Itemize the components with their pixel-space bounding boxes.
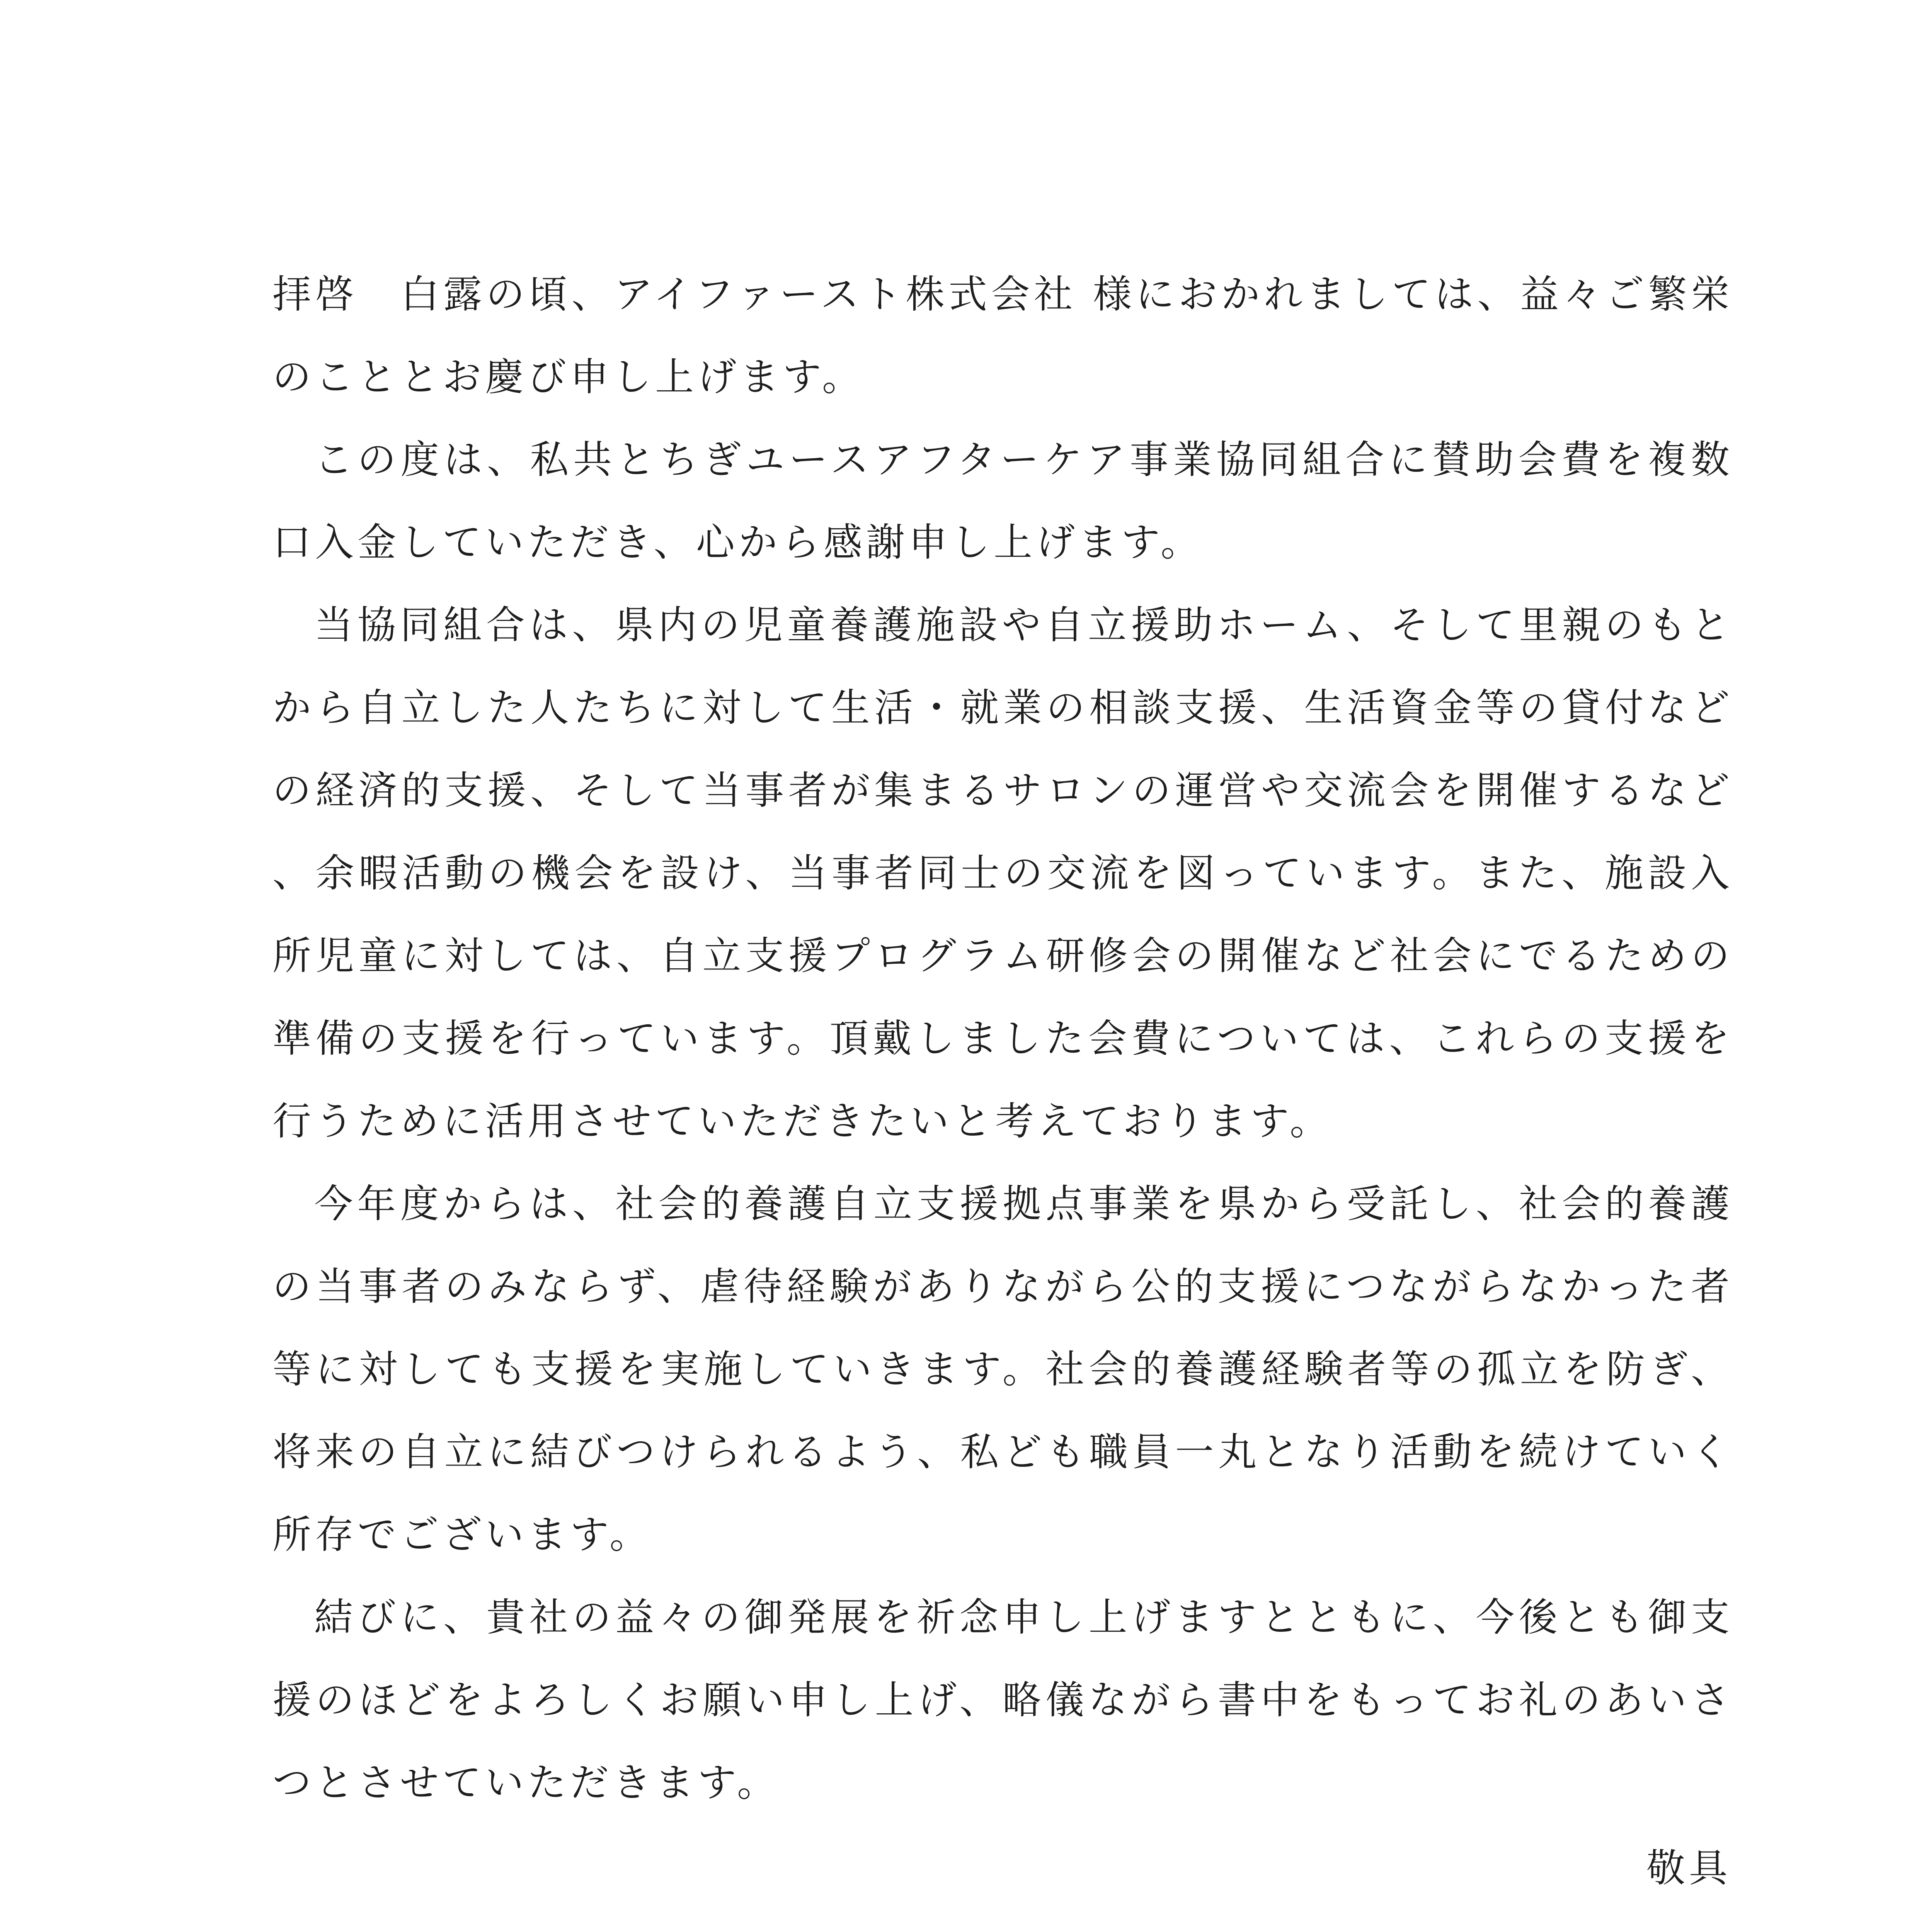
- closing-phrase: 敬具: [1646, 1845, 1731, 1891]
- paragraph-conclusion: 結びに、貴社の益々の御発展を祈念申し上げますとともに、今後とも御支援のほどをよろしくお願い申し上げ、略儀ながら書中をもってお礼のあいさつとさせていただきます。: [272, 1595, 1733, 1805]
- paragraph-thanks: この度は、私共とちぎユースアフターケア事業協同組合に賛助会費を複数口入金していただき、心から感謝申し上げます。: [272, 437, 1733, 565]
- letter-date: [350, 1928, 690, 1932]
- letter-body: [272, 253, 1733, 1824]
- paragraph-activities: 当協同組合は、県内の児童養護施設や自立援助ホーム、そして里親のもとから自立した人たちに対して生活・就業の相談支援、生活資金等の貸付などの経済的支援、そして当事者が集まるサロンの運営や交流会を開催するなど、余暇活動の機会を設け、当事者同士の交流を図っています。また、施設入所児童に対しては、自立支援プログラム研修会の開催など社会にでるための準備の支援を行っています。頂戴しました会費については、これらの支援を行うために活用させていただきたいと考えております。: [272, 602, 1733, 1144]
- paragraph-greeting: 拝啓 白露の頃、アイファースト株式会社 様におかれましては、益々ご繁栄のこととお慶び申し上げます。: [272, 272, 1733, 400]
- paragraph-new-project: 今年度からは、社会的養護自立支援拠点事業を県から受託し、社会的養護の当事者のみならず、虐待経験がありながら公的支援につながらなかった者等に対しても支援を実施していきます。社会的養護経験者等の孤立を防ぎ、将来の自立に結びつけられるよう、私ども職員一丸となり活動を続けていく所存でございます。: [272, 1181, 1733, 1557]
